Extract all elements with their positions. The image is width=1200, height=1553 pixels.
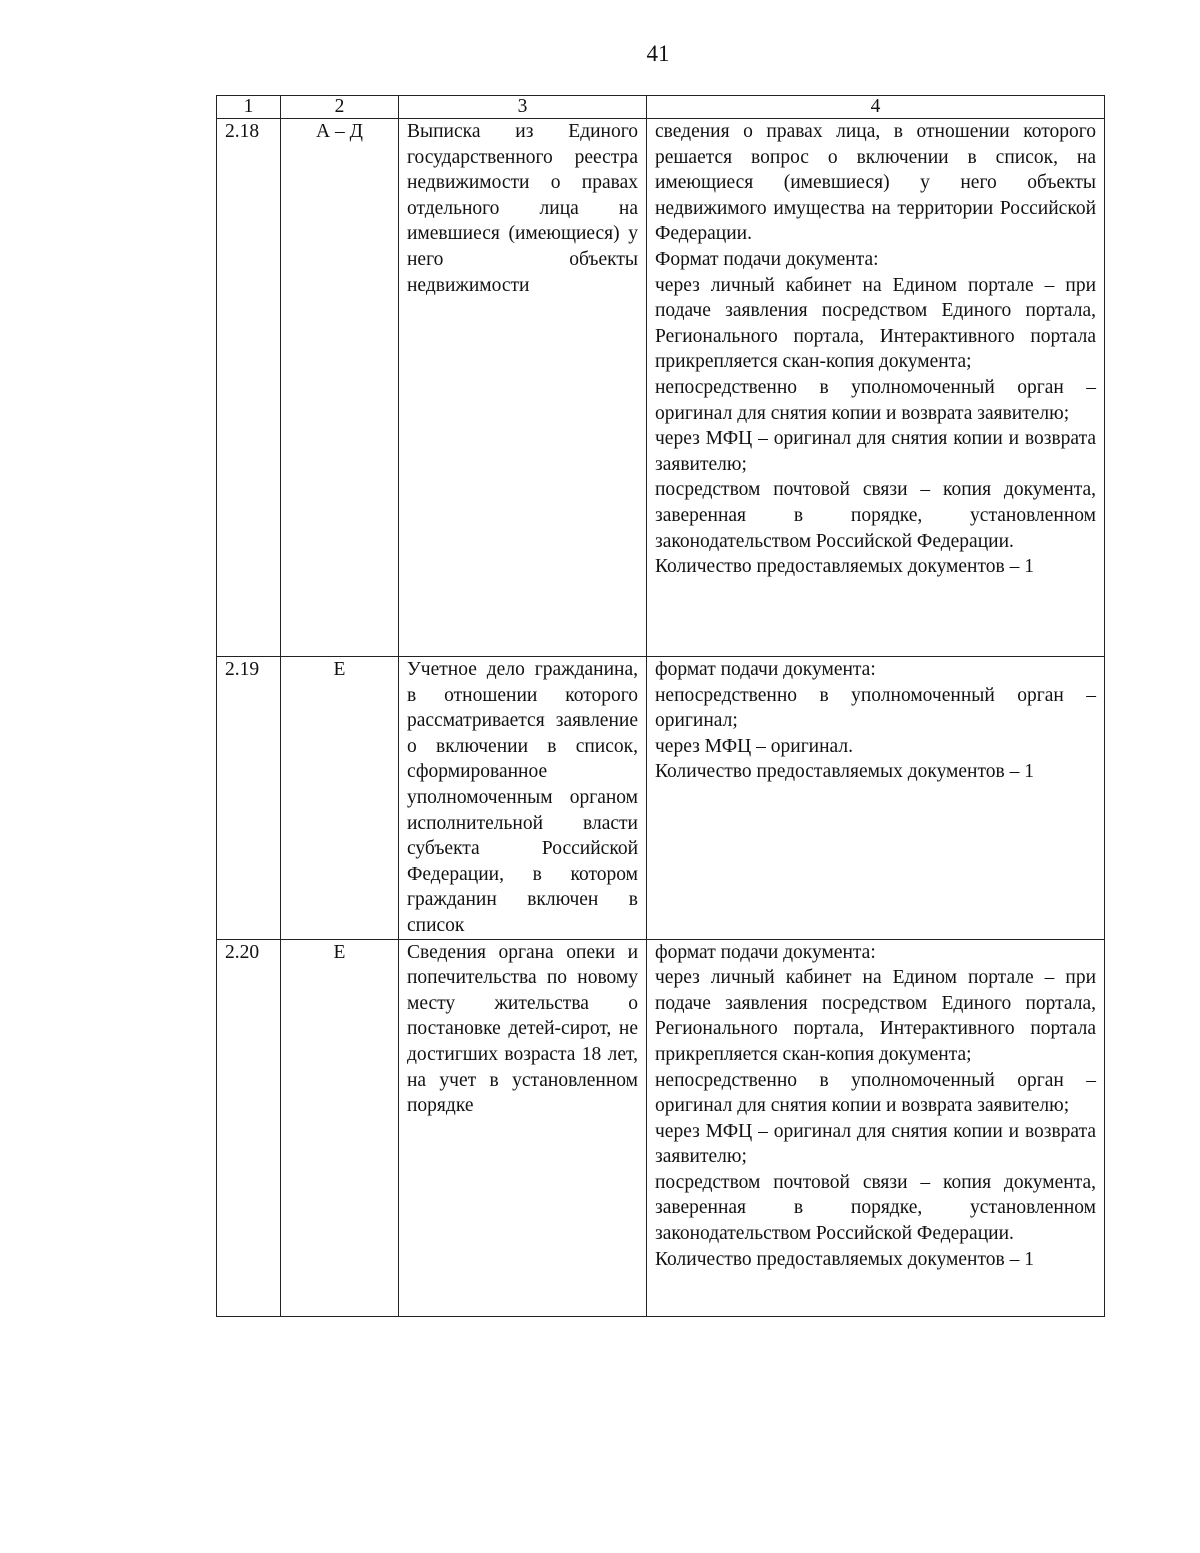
row-description [647, 939, 1105, 1316]
table-row [217, 939, 1105, 1316]
page-number: 41 [646, 41, 670, 66]
description-paragraph: посредством почтовой связи – копия документа, заверенная в порядке, установленном законодательством Российской Федерации. [655, 479, 1096, 552]
description-paragraph: через МФЦ – оригинал для снятия копии и возврата заявителю; [655, 1120, 1096, 1168]
row-document: Выписка из Единого государственного реестра недвижимости о правах отдельного лица на имевшиеся (имеющиеся) у него объекты недвижимости [399, 119, 647, 657]
description-paragraph: сведения о правах лица, в отношении которого решается вопрос о включении в список, на имеющиеся (имевшиеся) у него объекты недвижимого имущества на территории Российской Федерации. [655, 121, 1096, 245]
description-paragraph: через МФЦ – оригинал для снятия копии и возврата заявителю; [655, 428, 1096, 475]
column-header-2: 2 [281, 96, 399, 119]
description-paragraph: Формат подачи документа: [655, 248, 879, 270]
row-number: 2.18 [217, 119, 281, 657]
row-number: 2.19 [217, 657, 281, 940]
row-category: А – Д [281, 119, 399, 657]
row-category: Е [281, 939, 399, 1316]
row-description [647, 657, 1105, 940]
description-paragraph: непосредственно в уполномоченный орган – оригинал для снятия копии и возврата заявителю; [655, 376, 1096, 424]
description-paragraph: формат подачи документа: [655, 941, 876, 963]
description-paragraph: Количество предоставляемых документов – 1 [655, 761, 1034, 783]
description-paragraph: формат подачи документа: [655, 659, 876, 680]
table-row [217, 657, 1105, 940]
description-paragraph: через личный кабинет на Едином портале – при подаче заявления посредством Единого портала, Регионального портала, Интерактивного портала прикрепляется скан-копия документа; [655, 274, 1096, 373]
row-category: Е [281, 657, 399, 940]
documents-table [216, 95, 1105, 1317]
description-paragraph: Количество предоставляемых документов – 1 [655, 1248, 1034, 1270]
row-number: 2.20 [217, 939, 281, 1316]
column-header-3: 3 [399, 96, 647, 119]
table-row [217, 119, 1105, 657]
row-description [647, 119, 1105, 657]
table-header-row [217, 96, 1105, 119]
description-paragraph: посредством почтовой связи – копия документа, заверенная в порядке, установленном законодательством Российской Федерации. [655, 1171, 1096, 1245]
description-paragraph: непосредственно в уполномоченный орган – оригинал для снятия копии и возврата заявителю; [655, 1069, 1096, 1117]
description-paragraph: непосредственно в уполномоченный орган – оригинал; [655, 684, 1096, 732]
description-paragraph: Количество предоставляемых документов – 1 [655, 556, 1034, 578]
description-paragraph: через личный кабинет на Едином портале – при подаче заявления посредством Единого портала, Регионального портала, Интерактивного портала прикрепляется скан-копия документа; [655, 967, 1096, 1065]
description-paragraph: через МФЦ – оригинал. [655, 735, 853, 757]
row-document: Сведения органа опеки и попечительства по новому месту жительства о постановке детей-сирот, не достигших возраста 18 лет, на учет в установленном порядке [399, 939, 647, 1316]
row-document: Учетное дело гражданина, в отношении которого рассматривается заявление о включении в список, сформированное уполномоченным органом исполнительной власти субъекта Российской Федерации, в котором гражданин включен в список [399, 657, 647, 940]
column-header-4: 4 [647, 96, 1105, 119]
column-header-1: 1 [217, 96, 281, 119]
